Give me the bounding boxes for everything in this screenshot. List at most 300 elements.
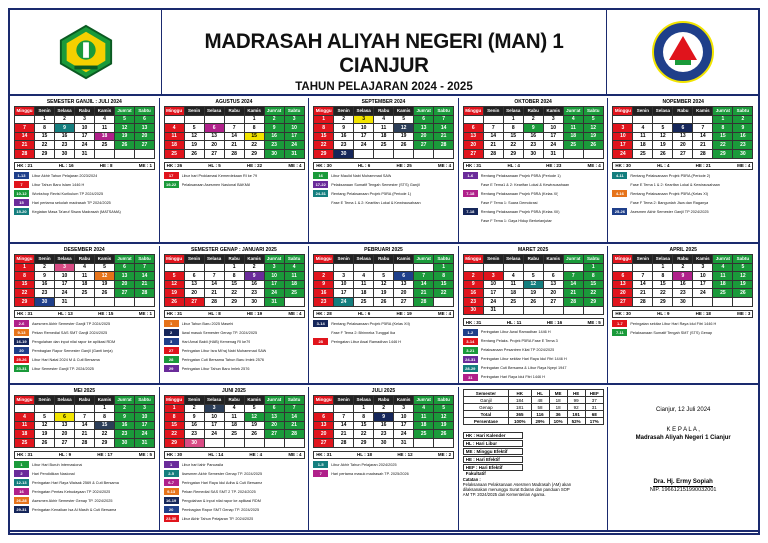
day-cell xyxy=(224,438,244,447)
month-stats xyxy=(612,162,753,170)
stat-value: HE : 19 xyxy=(396,311,412,317)
day-cell: 10 xyxy=(693,272,713,281)
month-name: APRIL 2025 xyxy=(669,247,697,253)
day-cell: 13 xyxy=(314,421,334,430)
day-cell: 18 xyxy=(503,289,523,298)
summary-note-line: Pelaksanaan Pelaksanaan Asesmen Madrasah (AM) akan xyxy=(462,482,572,487)
day-cell: 28 xyxy=(633,297,653,306)
day-cell: 23 xyxy=(314,297,334,306)
note-line xyxy=(313,190,454,198)
week-row xyxy=(463,272,603,281)
note-date-tag: 2-6 xyxy=(14,320,29,327)
day-header: Rabu xyxy=(75,107,95,116)
day-cell: 26 xyxy=(583,141,603,150)
day-cell: 24 xyxy=(693,289,713,298)
day-cell: 30 xyxy=(334,149,354,158)
day-cell: 8 xyxy=(314,124,334,133)
day-header: Senin xyxy=(184,107,204,116)
week-row xyxy=(164,297,304,306)
month-table xyxy=(463,254,604,315)
day-cell: 27 xyxy=(55,438,75,447)
week-row xyxy=(613,149,753,158)
note-date-tag: 31 xyxy=(463,374,478,381)
day-cell: 1 xyxy=(95,404,115,413)
summary-cell: 365 xyxy=(508,411,531,418)
day-cell: 25 xyxy=(224,430,244,439)
note-text: Fase E Tema 1 & 2: Kearifan Lokal & Kewirausahaan xyxy=(331,200,421,205)
day-cell: 29 xyxy=(35,149,55,158)
day-cell: 12 xyxy=(583,124,603,133)
day-cell: 26 xyxy=(95,289,115,298)
day-cell: 17 xyxy=(264,280,284,289)
day-cell: 19 xyxy=(164,289,184,298)
day-header: Selasa xyxy=(55,255,75,264)
month-table xyxy=(463,106,604,159)
day-cell: 22 xyxy=(244,141,264,150)
day-cell: 10 xyxy=(394,413,414,422)
day-cell: 24 xyxy=(613,149,633,158)
day-cell: 18 xyxy=(284,280,304,289)
day-header: Kamis xyxy=(693,255,713,264)
day-cell xyxy=(463,115,483,124)
month-block xyxy=(459,98,609,244)
day-cell: 6 xyxy=(613,272,633,281)
day-cell: 19 xyxy=(434,421,454,430)
day-cell: 3 xyxy=(613,124,633,133)
day-header: Selasa xyxy=(354,396,374,405)
day-cell: 1 xyxy=(35,115,55,124)
stat-value: HK : 30 xyxy=(316,163,332,169)
day-cell: 5 xyxy=(523,272,543,281)
day-cell: 19 xyxy=(115,132,135,141)
day-header: Selasa xyxy=(204,255,224,264)
day-cell xyxy=(653,115,673,124)
day-cell: 22 xyxy=(503,141,523,150)
day-cell: 28 xyxy=(334,438,354,447)
calendar-row xyxy=(10,387,758,532)
day-cell: 30 xyxy=(184,438,204,447)
month-notes xyxy=(463,172,604,226)
day-cell xyxy=(633,115,653,124)
note-line xyxy=(14,320,155,328)
stat-value: HE : 18 xyxy=(695,311,711,317)
day-cell xyxy=(204,263,224,272)
day-cell: 24 xyxy=(264,289,284,298)
note-line xyxy=(463,346,604,354)
day-cell: 18 xyxy=(224,421,244,430)
note-line xyxy=(14,208,155,216)
day-header: Selasa xyxy=(503,107,523,116)
day-cell: 14 xyxy=(135,272,155,281)
day-cell: 4 xyxy=(374,115,394,124)
legend-item: HE : Hari Efektif xyxy=(463,456,523,463)
note-text: Pelaksanaan Pesantren Kilat TP 2024/2025 xyxy=(480,348,555,353)
day-cell: 19 xyxy=(583,132,603,141)
month-block xyxy=(608,98,758,244)
stat-value: ME : 1 xyxy=(138,311,152,317)
legend-block xyxy=(463,431,523,476)
day-cell: 23 xyxy=(264,141,284,150)
note-date-tag xyxy=(463,181,478,188)
note-text: Peringatan Kenaikan Isa Al Masih & Cuti Bersama xyxy=(32,507,117,512)
note-date-tag xyxy=(313,329,328,336)
day-cell: 27 xyxy=(394,297,414,306)
day-header: Jum'at xyxy=(713,107,733,116)
day-header: Selasa xyxy=(503,255,523,264)
signature-nip: NIP. 196612151990032001 xyxy=(649,487,717,493)
summary-cell: 68 xyxy=(585,411,603,418)
summary-row xyxy=(463,404,603,411)
month-block xyxy=(160,387,310,532)
month-table xyxy=(612,106,753,159)
day-cell xyxy=(503,306,523,315)
day-cell: 20 xyxy=(543,289,563,298)
day-cell: 10 xyxy=(483,280,503,289)
note-date-tag xyxy=(612,181,627,188)
day-cell: 13 xyxy=(204,132,224,141)
note-text: Pembagian Rapor Semester Ganjil (Ganti kerja) xyxy=(32,348,113,353)
stat-value: HE : 4 xyxy=(249,452,263,458)
day-cell: 19 xyxy=(35,430,55,439)
day-header: Sabtu xyxy=(434,107,454,116)
day-cell: 3 xyxy=(204,404,224,413)
summary-cell: 184 xyxy=(508,397,531,404)
month-block xyxy=(160,98,310,244)
day-cell: 12 xyxy=(653,132,673,141)
note-line xyxy=(612,320,753,328)
week-row xyxy=(314,430,454,439)
day-cell: 17 xyxy=(204,421,224,430)
day-cell: 15 xyxy=(434,280,454,289)
day-cell: 6 xyxy=(115,263,135,272)
note-date-tag: 7-18 xyxy=(463,190,478,197)
month-table xyxy=(164,395,305,448)
day-cell: 7 xyxy=(284,404,304,413)
day-cell: 16 xyxy=(264,132,284,141)
month-stats xyxy=(14,310,155,318)
day-cell: 25 xyxy=(15,438,35,447)
day-cell: 20 xyxy=(115,280,135,289)
week-row xyxy=(15,289,155,298)
day-cell: 22 xyxy=(713,141,733,150)
day-cell: 23 xyxy=(374,430,394,439)
day-cell: 10 xyxy=(264,272,284,281)
day-cell: 11 xyxy=(503,280,523,289)
day-cell: 22 xyxy=(653,289,673,298)
month-table xyxy=(164,106,305,159)
note-line xyxy=(14,181,155,189)
day-cell: 25 xyxy=(374,141,394,150)
day-header: Sabtu xyxy=(284,396,304,405)
day-cell: 18 xyxy=(374,132,394,141)
month-block xyxy=(10,98,160,244)
summary-cell: 10% xyxy=(549,418,567,425)
stat-value: ME : 5 xyxy=(587,319,601,325)
stat-value: HE : 16 xyxy=(546,319,563,325)
day-cell xyxy=(95,149,115,158)
week-row xyxy=(463,132,603,141)
day-cell: 29 xyxy=(314,149,334,158)
day-cell: 5 xyxy=(653,124,673,133)
note-date-tag: 16-19 xyxy=(164,497,179,504)
day-cell xyxy=(613,263,633,272)
day-cell: 1 xyxy=(503,115,523,124)
day-cell: 6 xyxy=(184,272,204,281)
note-text: Fase E Tema1 & 2: Kearifan Lokal & Kewirausahaan xyxy=(480,182,570,187)
day-header: Selasa xyxy=(204,107,224,116)
day-cell: 23 xyxy=(115,430,135,439)
day-header: Minggu xyxy=(314,396,334,405)
day-cell xyxy=(583,306,603,315)
note-date-tag: 2 xyxy=(14,470,29,477)
day-cell: 1 xyxy=(314,115,334,124)
day-cell: 17 xyxy=(284,132,304,141)
day-cell: 18 xyxy=(713,280,733,289)
month-table xyxy=(14,106,155,159)
note-date-tag: 9-13 xyxy=(14,329,29,336)
day-cell: 15 xyxy=(314,132,334,141)
day-header: Kamis xyxy=(543,255,563,264)
summary-cell: 191 xyxy=(567,411,585,418)
day-cell xyxy=(164,115,184,124)
month-name: SEMESTER GANJIL : JULI 2024 xyxy=(46,99,122,105)
day-cell: 4 xyxy=(224,404,244,413)
day-header: Minggu xyxy=(463,255,483,264)
day-cell: 7 xyxy=(434,115,454,124)
day-cell: 14 xyxy=(563,280,583,289)
month-stats xyxy=(164,162,305,170)
month-name: MEI 2025 xyxy=(73,388,95,394)
note-date-tag: 3-21 xyxy=(463,347,478,354)
day-cell xyxy=(414,149,434,158)
day-cell xyxy=(543,306,563,315)
day-cell: 24 xyxy=(204,430,224,439)
day-cell xyxy=(613,115,633,124)
stat-value: ME : 4 xyxy=(437,163,452,169)
day-cell: 16 xyxy=(115,421,135,430)
day-cell: 27 xyxy=(463,149,483,158)
week-row xyxy=(314,438,454,447)
day-cell: 25 xyxy=(503,297,523,306)
day-cell: 9 xyxy=(115,413,135,422)
note-text: Peringatan Hari Raya Waisak 2569 & Cuti Bersama xyxy=(32,480,119,485)
stat-value: HK : 31 xyxy=(17,452,33,458)
note-line xyxy=(313,470,454,478)
note-date-tag: 2-5 xyxy=(164,470,179,477)
note-line xyxy=(612,172,753,180)
day-cell: 24 xyxy=(135,430,155,439)
day-cell: 28 xyxy=(434,141,454,150)
summary-note-line: dilaksanakan menunggu Surat Edaran dan panduan SOP xyxy=(462,487,570,492)
day-cell xyxy=(523,263,543,272)
day-cell: 20 xyxy=(394,289,414,298)
day-header: Sabtu xyxy=(284,107,304,116)
day-cell: 9 xyxy=(35,272,55,281)
week-row xyxy=(613,141,753,150)
day-header: Rabu xyxy=(75,255,95,264)
day-header: Sabtu xyxy=(733,255,753,264)
day-header: Jum'at xyxy=(414,255,434,264)
week-row xyxy=(15,421,155,430)
day-header-row xyxy=(314,107,454,116)
note-line xyxy=(313,172,454,180)
day-cell: 24 xyxy=(334,297,354,306)
summary-cell: Total xyxy=(463,411,508,418)
note-text: Rentang Pelaksanaan Projek P5RA (Kelas XI) xyxy=(480,191,559,196)
day-cell xyxy=(503,263,523,272)
day-cell: 20 xyxy=(314,430,334,439)
day-cell: 22 xyxy=(35,141,55,150)
day-cell: 20 xyxy=(204,141,224,150)
week-row xyxy=(314,272,454,281)
week-row xyxy=(164,438,304,447)
day-cell: 1 xyxy=(434,263,454,272)
day-cell: 28 xyxy=(15,149,35,158)
day-cell: 5 xyxy=(95,263,115,272)
day-cell: 20 xyxy=(463,141,483,150)
day-cell: 14 xyxy=(284,413,304,422)
day-cell: 28 xyxy=(414,297,434,306)
summary-header: HL xyxy=(531,390,549,397)
week-row xyxy=(463,149,603,158)
day-cell: 2 xyxy=(334,115,354,124)
day-header: Jum'at xyxy=(414,396,434,405)
day-cell: 30 xyxy=(115,438,135,447)
day-cell: 22 xyxy=(354,430,374,439)
summary-row xyxy=(463,418,603,425)
day-cell xyxy=(15,404,35,413)
day-header: Senin xyxy=(184,396,204,405)
week-row xyxy=(613,297,753,306)
day-header: Kamis xyxy=(244,107,264,116)
day-cell: 26 xyxy=(394,141,414,150)
day-cell xyxy=(314,404,334,413)
day-cell xyxy=(463,263,483,272)
month-block xyxy=(309,387,459,532)
day-cell: 11 xyxy=(633,132,653,141)
note-line xyxy=(463,172,604,180)
day-cell: 27 xyxy=(543,297,563,306)
day-cell: 27 xyxy=(204,149,224,158)
stat-value: HK : 31 xyxy=(17,311,33,317)
note-date-tag: 24-31 xyxy=(313,190,328,197)
summary-cell: 17% xyxy=(585,418,603,425)
note-date-tag: 3 xyxy=(164,338,179,345)
note-date-tag: 1-13 xyxy=(14,172,29,179)
day-cell: 7 xyxy=(135,263,155,272)
day-cell: 3 xyxy=(693,263,713,272)
day-cell: 19 xyxy=(184,141,204,150)
day-cell: 22 xyxy=(583,289,603,298)
week-row xyxy=(164,421,304,430)
day-cell: 11 xyxy=(563,124,583,133)
summary-cell: 18 xyxy=(549,404,567,411)
month-block xyxy=(10,246,160,385)
day-cell: 2 xyxy=(673,263,693,272)
note-line xyxy=(313,329,454,337)
day-cell: 28 xyxy=(563,297,583,306)
week-row xyxy=(314,297,454,306)
note-text: Rentang Pelaksanaan Projek P5RA (Kelas XI) xyxy=(630,191,709,196)
day-cell: 14 xyxy=(15,132,35,141)
day-cell: 8 xyxy=(224,272,244,281)
note-date-tag: 25-26 xyxy=(14,356,29,363)
day-header-row xyxy=(463,255,603,264)
day-cell xyxy=(354,149,374,158)
week-row xyxy=(314,280,454,289)
day-header: Selasa xyxy=(354,107,374,116)
stat-value: HK : 30 xyxy=(166,452,183,458)
summary-cell: 52% xyxy=(567,418,585,425)
day-cell: 24 xyxy=(483,297,503,306)
day-cell: 23 xyxy=(673,289,693,298)
day-cell xyxy=(115,149,135,158)
day-cell: 7 xyxy=(414,272,434,281)
day-cell: 3 xyxy=(334,272,354,281)
day-cell: 10 xyxy=(284,124,304,133)
day-cell xyxy=(583,149,603,158)
stat-value: HL : 18 xyxy=(357,452,372,458)
week-row xyxy=(463,280,603,289)
day-cell: 5 xyxy=(733,263,753,272)
day-cell: 7 xyxy=(483,124,503,133)
week-row xyxy=(314,149,454,158)
note-date-tag: 4-16 xyxy=(612,190,627,197)
day-cell: 27 xyxy=(673,149,693,158)
day-cell: 10 xyxy=(543,124,563,133)
day-cell: 16 xyxy=(673,280,693,289)
note-date-tag: 16-19 xyxy=(14,338,29,345)
week-row xyxy=(314,413,454,422)
note-line xyxy=(164,506,305,514)
day-cell: 20 xyxy=(135,132,155,141)
day-cell: 2 xyxy=(115,404,135,413)
day-cell: 8 xyxy=(434,272,454,281)
kemenag-logo-icon xyxy=(57,23,115,81)
day-cell: 21 xyxy=(414,289,434,298)
day-cell: 4 xyxy=(354,272,374,281)
stat-value: HE : 22 xyxy=(246,163,263,169)
summary-cell: 18 xyxy=(549,397,567,404)
stat-value: ME : 4 xyxy=(737,163,751,169)
day-cell: 3 xyxy=(55,263,75,272)
month-name: MARET 2025 xyxy=(517,247,549,253)
title-block xyxy=(162,10,606,94)
day-cell: 19 xyxy=(394,132,414,141)
day-cell: 13 xyxy=(613,280,633,289)
day-cell: 5 xyxy=(115,115,135,124)
day-header: Minggu xyxy=(613,107,633,116)
day-header: Rabu xyxy=(673,107,693,116)
day-header: Jum'at xyxy=(115,396,135,405)
note-text: Peringatan Pentas Kebudayaan TP 2024/2025 xyxy=(32,489,111,494)
note-line xyxy=(14,470,155,478)
day-cell: 15 xyxy=(503,132,523,141)
note-line xyxy=(463,217,604,225)
day-header: Selasa xyxy=(55,396,75,405)
week-row xyxy=(463,263,603,272)
day-header: Jum'at xyxy=(713,255,733,264)
month-table xyxy=(313,254,454,307)
day-cell: 20 xyxy=(55,430,75,439)
day-cell: 12 xyxy=(115,124,135,133)
note-line xyxy=(463,373,604,381)
day-cell: 21 xyxy=(75,430,95,439)
week-row xyxy=(164,141,304,150)
day-cell: 18 xyxy=(95,132,115,141)
day-cell: 6 xyxy=(314,413,334,422)
note-date-tag: 20 xyxy=(14,347,29,354)
